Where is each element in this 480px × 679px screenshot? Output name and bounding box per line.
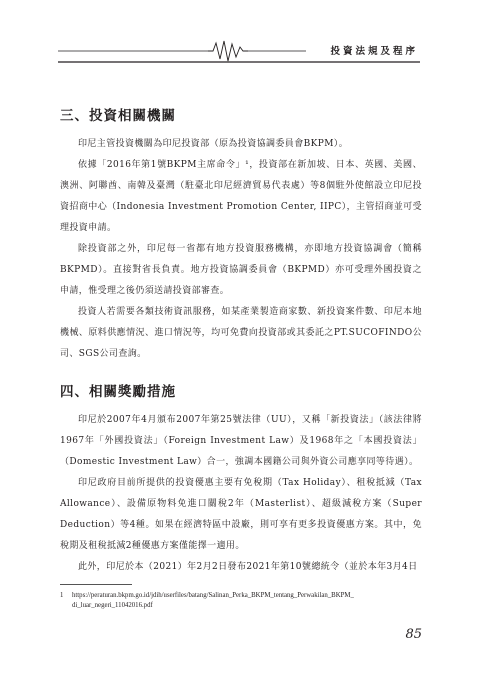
running-header <box>58 38 420 64</box>
section-4-heading: 四、相關獎勵措施 <box>60 384 176 400</box>
section-4-paragraph-1: 印尼於2007年4月頒布2007年第25號法律（UU），又稱「新投資法」（該法律將1967年「外國投資法」（Foreign Investment Law）及1968年之「本國投資法」（Domestic Investment Law）合一，強調本國籍公司與外資公司應享同等待遇）。 <box>60 415 422 467</box>
section-3-paragraph-3: 除投資部之外，印尼每一省都有地方投資服務機構，亦即地方投資協調會（簡稱BKPMD）。直接對省長負責。地方投資協調委員會（BKPMD）亦可受理外國投資之申請，惟受理之後仍須送請投資部審查。 <box>60 244 422 296</box>
footnote-url-line-2: di_luar_negeri_11042016.pdf <box>72 601 153 609</box>
running-header-title: 投資法規及程序 <box>330 46 418 57</box>
section-3-paragraph-1: 印尼主管投資機關為印尼投資部（原為投資協調委員會BKPM）。 <box>78 139 349 149</box>
section-4-paragraph-3: 此外，印尼於本（2021）年2月2日發布2021年第10號總統令（並於本年3月4日 <box>78 562 418 572</box>
footnote <box>60 591 422 610</box>
section-3-heading: 三、投資相關機關 <box>60 108 176 124</box>
footnote-number: 1 <box>60 592 64 599</box>
section-4-paragraph-2: 印尼政府目前所提供的投資優惠主要有免稅期（Tax Holiday）、租稅抵減（Tax Allowance）、設備原物料免進口關稅2年（Masterlist）、超級減稅方案（Super Deduction）等4種。如果在經濟特區中設廠，則可享有更多投資優惠方案。其中，免稅期及租稅抵減2種優惠方案僅能擇一適用。 <box>60 478 422 551</box>
section-3-paragraph-4: 投資人若需要各類技術資訊服務，如某產業製造商家數、新投資案件數、印尼本地機械、原料供應情況、進口情況等，均可免費向投資部或其委託之PT.SUCOFINDO公司、SGS公司查詢。 <box>60 307 422 359</box>
section-3-paragraph-2: 依據「2016年第1號BKPM主席命令」¹，投資部在新加坡、日本、英國、美國、澳洲、阿聯酋、南韓及臺灣（駐臺北印尼經濟貿易代表處）等8個駐外使館設立印尼投資招商中心（Indonesia Investment Promotion Center, IIPC），主管招商並可受理投資申請。 <box>60 160 422 233</box>
footnote-divider <box>60 584 132 585</box>
page-number: 85 <box>405 627 422 642</box>
footnote-url-line-1: https://peraturan.bkpm.go.id/jdih/userfiles/batang/Salinan_Perka_BKPM_tentang_Perwakilan_BKPM_ <box>72 592 354 599</box>
